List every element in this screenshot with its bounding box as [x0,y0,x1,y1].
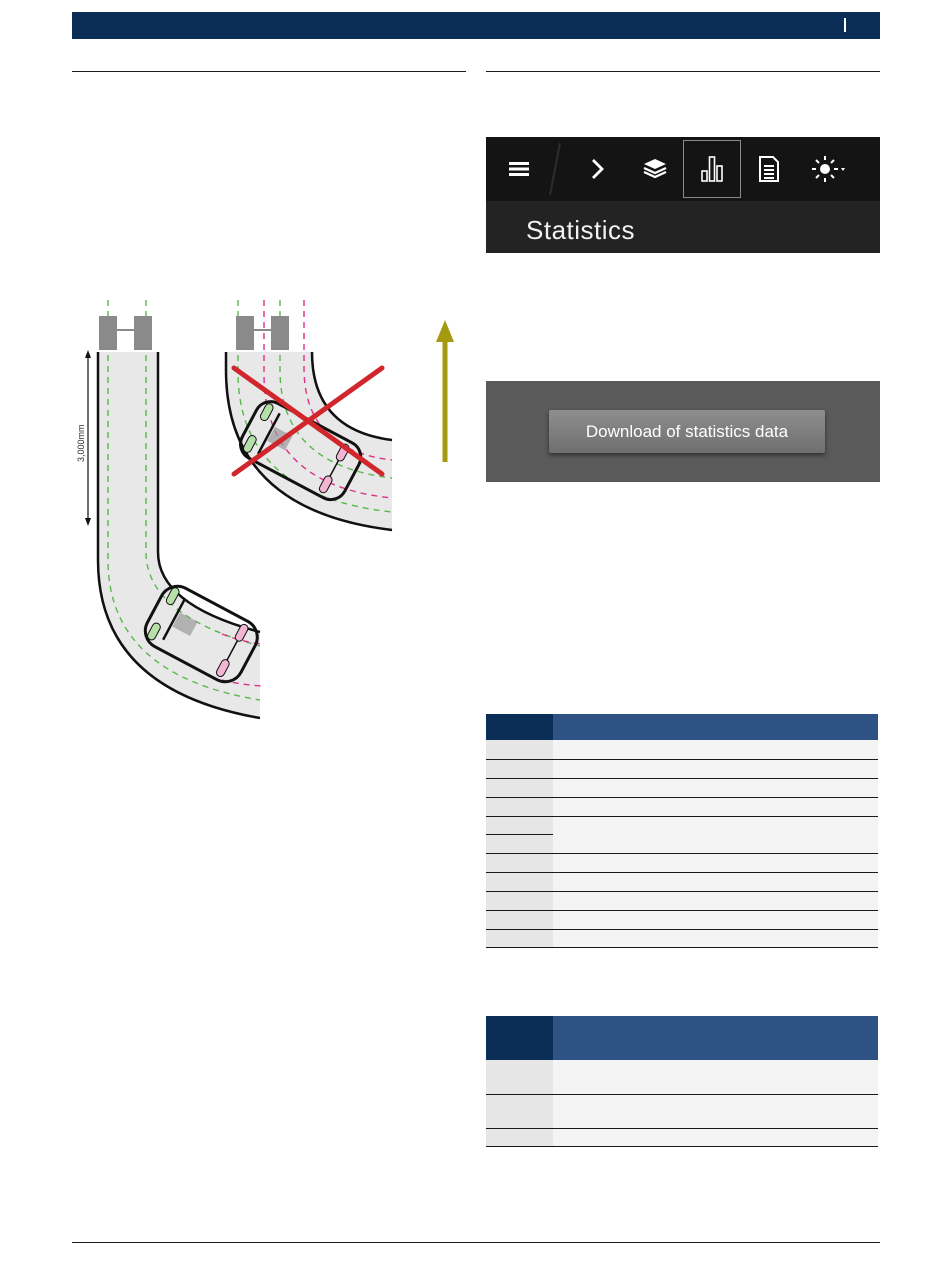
table-row [486,873,878,892]
table-row [486,854,878,873]
dimension-label: 3,000mm [76,424,86,462]
download-screenshot [486,381,880,482]
table-row [486,740,878,760]
bar-chart-icon[interactable] [683,140,741,198]
table-header [486,714,878,740]
table-header [486,1016,878,1060]
table-row [486,930,878,948]
layers-icon[interactable] [627,141,683,197]
table-row [486,779,878,798]
table-row [486,1095,878,1129]
table-row [486,1060,878,1095]
table-row [486,760,878,779]
chevron-right-icon[interactable] [570,141,626,197]
table-row [486,798,878,817]
left-section-rule [72,71,466,72]
table-row [486,1129,878,1147]
table-row [486,892,878,911]
table-row [486,817,878,854]
app-toolbar [486,137,880,201]
header-separator [844,18,846,32]
header-bar [72,12,880,39]
menu-icon[interactable] [491,141,547,197]
statistics-title: Statistics [526,215,636,245]
table-two [486,1016,878,1148]
download-statistics-button[interactable]: Download of statistics data [549,410,825,453]
report-icon[interactable] [741,141,797,197]
table-row [486,911,878,930]
footer-rule [72,1242,880,1243]
right-section-rule [486,71,880,72]
statistics-screenshot [486,137,880,253]
table-one [486,714,878,948]
brightness-icon[interactable] [804,141,854,197]
driving-path-figure [72,290,466,730]
statistics-panel [486,201,880,253]
